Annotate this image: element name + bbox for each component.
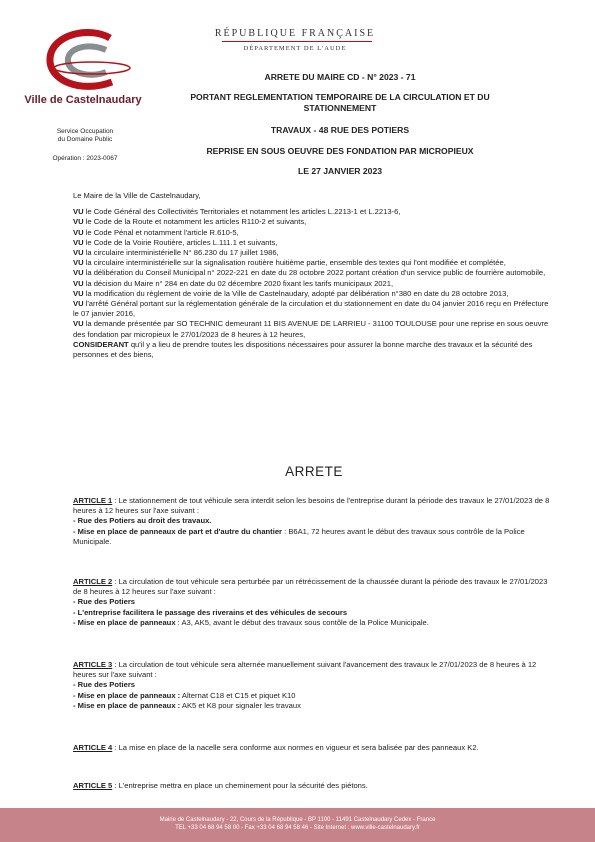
article-5: ARTICLE 5 : L'entreprise mettra en place un cheminement pour la sécurité des piétons. [73, 781, 368, 790]
reprise-title: REPRISE EN SOUS OEUVRE DES FONDATION PAR MICROPIEUX [206, 146, 474, 156]
visa-item: VU la décision du Maire n° 284 en date du 02 décembre 2020 fixant les tarifs municipaux 2021, [73, 278, 394, 288]
operation-number: Opération : 2023-0067 [52, 155, 118, 162]
letterhead-rule [222, 41, 372, 42]
footer-contact: TEL +33 04 68 94 58 00 - Fax +33 04 68 94 58 46 - Site Internet : www.ville-castelnaudary.fr [175, 825, 420, 831]
visa-item: VU l'arrêté Général portant sur la réglementation générale de la circulation et du stationnement en date du 04 janvier 2016 reçu en Préfecture le 07 janvier 2016, [73, 299, 549, 319]
footer [0, 808, 595, 842]
visa-item: VU la circulaire interministérielle N° 86.230 du 17 juillet 1986, [73, 248, 279, 258]
visa-item: VU la demande présentée par SO TECHNIC demeurant 11 BIS AVENUE DE LARRIEU - 31100 TOULOUSE pour une reprise en sous oeuvre des fondation par micropieux le 27/01/2023 de 8 heures à 12 heures, [73, 319, 549, 339]
intro-line: Le Maire de la Ville de Castelnaudary, [73, 191, 201, 200]
departement: DÉPARTEMENT DE L'AUDE [243, 45, 347, 52]
arrete-date: LE 27 JANVIER 2023 [297, 166, 383, 176]
arrete-heading: ARRETE [285, 464, 343, 479]
visa-item: VU la délibération du Conseil Municipal n° 2022-221 en date du 28 octobre 2022 portant création d'un service public de fourrière automobile, [73, 268, 546, 278]
article-1: ARTICLE 1 : Le stationnement de tout véhicule sera interdit selon les besoins de l'entreprise durant la période des travaux le 27/01/2023 de 8 heures à 12 heures sur l'axe suivant : - Rue des Potiers au droit des travaux. - Mise en place de panneaux de part et d'autre du chantier : B6A1, 72 heures avant le début des travaux sous contrôle de la Police Municipale. [73, 496, 550, 546]
visa-item: VU le Code de la Voirie Routière, articles L.111.1 et suivants, [73, 237, 278, 247]
visa-item: VU le Code Pénal et notamment l'article R.610-5, [73, 227, 239, 237]
visa-item: VU le Code Général des Collectivités Territoriales et notamment les articles L.2213-1 et L.2213-6, [73, 207, 401, 217]
city-logo-icon [40, 28, 135, 93]
article-3: ARTICLE 3 : La circulation de tout véhicule sera alternée manuellement suivant l'avancement des travaux le 27/01/2023 de 8 heures à 12 heures sur l'axe suivant : - Rue des Potiers - Mise en place de panneaux : Alternat C18 et C15 et piquet K10 - Mise en place de panneaux : AK5 et K8 pour signaler les travaux [73, 660, 537, 710]
article-4: ARTICLE 4 : La mise en place de la nacelle sera conforme aux normes en vigueur et sera balisée par des panneaux K2. [73, 743, 479, 752]
visa-item: VU le Code de la Route et notamment les articles R110-2 et suivants, [73, 217, 307, 227]
visa-item: VU la circulaire interministérielle sur la signalisation routière huitième partie, ensemble des textes qui l'ont modifiée et complétée, [73, 258, 506, 268]
footer-address: Mairie de Castelnaudary - 22, Cours de la République - BP 1100 - 11491 Castelnaudary Cedex - France [159, 817, 436, 823]
visa-item: CONSIDERANT qu'il y a lieu de prendre toutes les dispositions nécessaires pour assurer la bonne marche des travaux et la sécurité des personnes et des biens, [73, 339, 533, 360]
visa-item: VU la modification du règlement de voirie de la Ville de Castelnaudary, adopté par délibération n°380 en date du 28 octobre 2013, [73, 288, 509, 298]
preamble [73, 191, 555, 360]
service-label: Service Occupation du Domaine Public [56, 128, 114, 143]
arrete-subject: PORTANT REGLEMENTATION TEMPORAIRE DE LA CIRCULATION ET DU STATIONNEMENT [190, 92, 490, 113]
travaux-title: TRAVAUX - 48 RUE DES POTIERS [270, 125, 410, 135]
article-2: ARTICLE 2 : La circulation de tout véhicule sera perturbée par un rétrécissement de la chaussée durant la période des travaux le 27/01/2023 de 8 heures à 12 heures sur l'axe suivant : - Rue des Potiers - L'entreprise facilitera le passage des riverains et des véhicules de secours - Mise en place de panneaux : A3, AK5, avant le début des travaux sous contôle de la Police Municipale. [73, 577, 548, 627]
city-name: Ville de Castelnaudary [24, 94, 142, 106]
republique-francaise: RÉPUBLIQUE FRANÇAISE [214, 28, 376, 39]
visa-list [73, 207, 555, 360]
arrete-number: ARRETE DU MAIRE CD - N° 2023 - 71 [264, 72, 416, 82]
